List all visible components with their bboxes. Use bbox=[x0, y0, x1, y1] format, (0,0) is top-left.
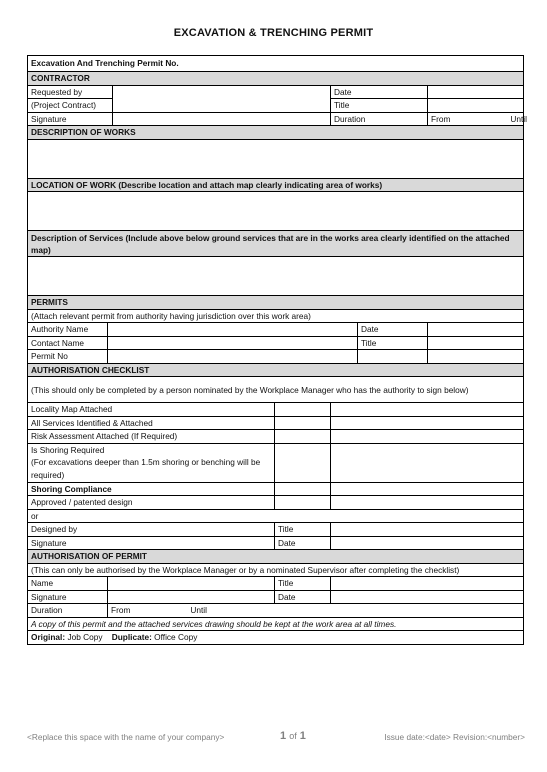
shoring-required-notes[interactable] bbox=[331, 443, 524, 482]
risk-assessment-notes[interactable] bbox=[331, 430, 524, 444]
auth-duration-field[interactable] bbox=[108, 604, 524, 618]
permits-title-field[interactable] bbox=[428, 336, 524, 350]
services-identified-label: All Services Identified & Attached bbox=[28, 416, 275, 430]
locality-map-label: Locality Map Attached bbox=[28, 403, 275, 417]
description-field[interactable] bbox=[28, 139, 524, 178]
locality-map-notes[interactable] bbox=[331, 403, 524, 417]
contractor-from-label: From bbox=[431, 113, 451, 124]
contractor-signature-field[interactable] bbox=[113, 112, 331, 126]
permits-title-label: Title bbox=[358, 336, 428, 350]
permits-date-field[interactable] bbox=[428, 323, 524, 337]
risk-assessment-check[interactable] bbox=[275, 430, 331, 444]
contractor-duration-field[interactable] bbox=[428, 112, 527, 126]
contractor-date-field[interactable] bbox=[428, 85, 524, 99]
auth-title-label: Title bbox=[275, 577, 331, 591]
contractor-title-label: Title bbox=[331, 99, 428, 113]
checklist-date-label: Date bbox=[275, 536, 331, 550]
auth-name-label: Name bbox=[28, 577, 108, 591]
requested-by-label: Requested by bbox=[28, 85, 113, 99]
contractor-duration-label: Duration bbox=[331, 112, 428, 126]
auth-duration-label: Duration bbox=[28, 604, 108, 618]
authorisation-heading: AUTHORISATION OF PERMIT bbox=[28, 550, 524, 564]
page-title: EXCAVATION & TRENCHING PERMIT bbox=[173, 27, 374, 39]
checklist-title-label: Title bbox=[275, 523, 331, 537]
location-heading: LOCATION OF WORK (Describe location and attach map clearly indicating area of works) bbox=[28, 178, 524, 192]
permit-no-label: Excavation And Trenching Permit No. bbox=[28, 56, 524, 72]
permit-form bbox=[27, 55, 527, 645]
auth-name-field[interactable] bbox=[108, 577, 275, 591]
shoring-required-cell bbox=[28, 443, 275, 482]
contact-name-field[interactable] bbox=[108, 336, 358, 350]
contractor-date-label: Date bbox=[331, 85, 428, 99]
designed-by-label: Designed by bbox=[28, 523, 275, 537]
shoring-required-check[interactable] bbox=[275, 443, 331, 482]
checklist-note: (This should only be completed by a person nominated by the Workplace Manager who has the authority to sign below) bbox=[28, 377, 524, 403]
shoring-compliance-notes[interactable] bbox=[331, 482, 524, 496]
permits-date-label: Date bbox=[358, 323, 428, 337]
contact-name-label: Contact Name bbox=[28, 336, 108, 350]
contractor-until-label: Until bbox=[510, 113, 527, 124]
auth-title-field[interactable] bbox=[331, 577, 524, 591]
checklist-signature-label: Signature bbox=[28, 536, 275, 550]
auth-signature-field[interactable] bbox=[108, 590, 275, 604]
original-value: Job Copy bbox=[67, 632, 103, 642]
permit-no-field[interactable] bbox=[108, 350, 358, 364]
auth-signature-label: Signature bbox=[28, 590, 108, 604]
footer-page-of: of bbox=[289, 731, 297, 741]
original-label: Original: bbox=[31, 632, 66, 642]
or-label: or bbox=[28, 509, 524, 523]
auth-until-label: Until bbox=[190, 605, 207, 615]
approved-design-label: Approved / patented design bbox=[28, 496, 275, 510]
contractor-title-field[interactable] bbox=[428, 99, 524, 113]
footer-company: <Replace this space with the name of your company> bbox=[27, 732, 225, 742]
authority-name-label: Authority Name bbox=[28, 323, 108, 337]
footer-issue: Issue date:<date> Revision:<number> bbox=[384, 732, 525, 742]
auth-date-field[interactable] bbox=[331, 590, 524, 604]
services-field[interactable] bbox=[28, 257, 524, 296]
checklist-date-field[interactable] bbox=[331, 536, 524, 550]
permits-note: (Attach relevant permit from authority having jurisdiction over this work area) bbox=[28, 309, 524, 323]
services-identified-check[interactable] bbox=[275, 416, 331, 430]
permit-no-row-label: Permit No bbox=[28, 350, 108, 364]
requested-by-field[interactable] bbox=[113, 85, 331, 112]
location-field[interactable] bbox=[28, 192, 524, 231]
risk-assessment-label: Risk Assessment Attached (If Required) bbox=[28, 430, 275, 444]
duplicate-value: Office Copy bbox=[154, 632, 198, 642]
auth-date-label: Date bbox=[275, 590, 331, 604]
duplicate-label: Duplicate: bbox=[111, 632, 152, 642]
contractor-signature-label: Signature bbox=[28, 112, 113, 126]
authorisation-note: (This can only be authorised by the Workplace Manager or by a nominated Supervisor after completing the checklist) bbox=[28, 563, 524, 577]
checklist-title-field[interactable] bbox=[331, 523, 524, 537]
copy-note: A copy of this permit and the attached services drawing should be kept at the work area at all times. bbox=[28, 617, 524, 631]
copy-distribution bbox=[28, 631, 524, 645]
auth-from-label: From bbox=[111, 605, 131, 615]
approved-design-notes[interactable] bbox=[331, 496, 524, 510]
permits-heading: PERMITS bbox=[28, 296, 524, 310]
authority-name-field[interactable] bbox=[108, 323, 358, 337]
project-contract-label: (Project Contract) bbox=[28, 99, 113, 113]
locality-map-check[interactable] bbox=[275, 403, 331, 417]
services-identified-notes[interactable] bbox=[331, 416, 524, 430]
shoring-required-label: Is Shoring Required bbox=[31, 444, 105, 455]
shoring-note: (For excavations deeper than 1.5m shoring or benching will be required) bbox=[31, 457, 261, 480]
footer-page-total: 1 bbox=[299, 730, 306, 742]
permit-no-extra-cell[interactable] bbox=[358, 350, 428, 364]
permit-no-extra-field[interactable] bbox=[428, 350, 524, 364]
shoring-compliance-check[interactable] bbox=[275, 482, 331, 496]
description-heading: DESCRIPTION OF WORKS bbox=[28, 126, 524, 140]
contractor-heading: CONTRACTOR bbox=[28, 72, 524, 86]
shoring-compliance-label: Shoring Compliance bbox=[28, 482, 275, 496]
checklist-heading: AUTHORISATION CHECKLIST bbox=[28, 363, 524, 377]
footer-page-num: 1 bbox=[280, 730, 287, 742]
services-heading: Description of Services (Include above below ground services that are in the works area clearly identified on the attached map) bbox=[28, 231, 524, 257]
approved-design-check[interactable] bbox=[275, 496, 331, 510]
footer-page-number bbox=[280, 730, 306, 742]
